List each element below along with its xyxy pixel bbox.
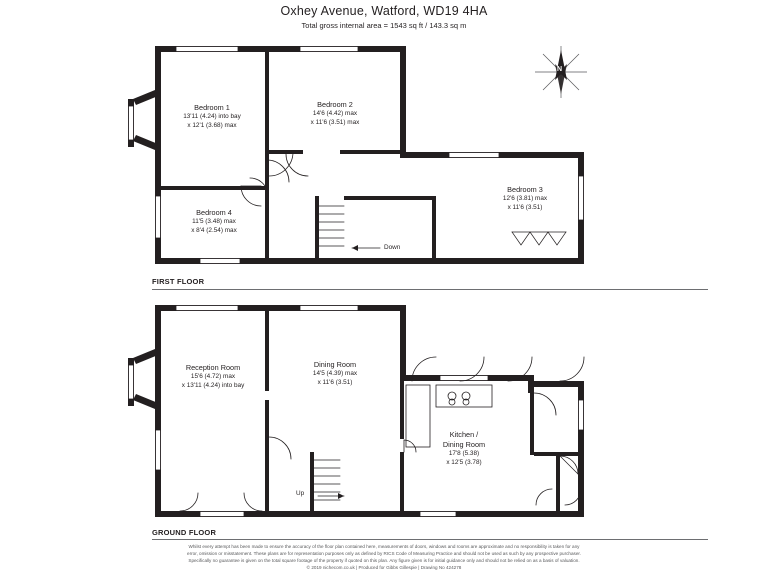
floor-divider-first	[152, 289, 708, 290]
room-name-line2: Dining Room	[442, 440, 486, 450]
room-dimension-2: x 12'1 (3.68) max	[187, 121, 237, 129]
room-name: Kitchen /	[449, 430, 479, 439]
first-floor-stairs	[319, 206, 380, 251]
room-bedroom-3	[468, 185, 582, 213]
room-name: Dining Room	[313, 360, 357, 369]
room-dimension-2: x 11'6 (3.51) max	[310, 118, 360, 126]
disclaimer-line-1: Whilst every attempt has been made to ensure the accuracy of the floor plan contained here, measurements of doors, windows and rooms are approximate and no responsibility is taken for any	[188, 544, 580, 549]
room-dimension-2: x 8'4 (2.54) max	[191, 226, 237, 234]
disclaimer-line-2: error, omission or misstatement. These plans are for representation purposes only as defined by RICS Code of Measuring Practice and should not be used as such by any prospective purchaser.	[187, 551, 581, 557]
wardrobe-bedroom3	[512, 232, 566, 245]
stair-direction-up: Up	[296, 490, 305, 497]
room-name: Bedroom 3	[507, 185, 543, 194]
room-dimension-2: x 12'5 (3.78)	[446, 458, 482, 466]
room-dining	[280, 360, 390, 388]
room-dimension-2: x 13'11 (4.24) into bay	[181, 381, 245, 389]
room-bedroom-1	[150, 103, 274, 131]
disclaimer-line-4: © 2019 nichecom.co.uk | Produced for Gibbs Gillespie | Drawing No 424278	[306, 565, 462, 571]
room-dimension-1: 13'11 (4.24) into bay	[183, 113, 241, 121]
ground-floor-windows	[129, 306, 584, 517]
disclaimer	[60, 543, 708, 571]
compass-label: N	[557, 66, 563, 73]
room-reception	[145, 363, 281, 391]
room-dimension-1: 12'6 (3.81) max	[502, 195, 548, 203]
room-dimension-1: 17'8 (5.38)	[448, 450, 480, 458]
room-name: Bedroom 1	[194, 103, 230, 112]
room-name: Bedroom 2	[317, 100, 353, 109]
room-bedroom-2	[278, 100, 392, 128]
room-name: Bedroom 4	[196, 208, 232, 217]
room-bedroom-4	[156, 208, 272, 236]
room-dimension-2: x 11'6 (3.51)	[317, 378, 353, 386]
floor-caption-first: FIRST FLOOR	[152, 277, 205, 286]
room-kitchen-dining	[408, 430, 520, 468]
room-name: Reception Room	[185, 363, 241, 372]
first-floor-doors	[241, 152, 308, 206]
floor-caption-ground: GROUND FLOOR	[152, 528, 217, 537]
disclaimer-line-3: Specifically no guarantee is given on the total square footage of the property if quoted on this plan. Any figure given is for initial guidance only and should not be relied on as a basis of valuation.	[188, 558, 580, 564]
room-dimension-1: 14'6 (4.42) max	[312, 110, 358, 118]
room-dimension-1: 15'6 (4.72) max	[190, 373, 236, 381]
floor-divider-ground	[152, 539, 708, 540]
ground-floor-stairs	[314, 460, 344, 500]
page-title: Oxhey Avenue, Watford, WD19 4HA	[280, 4, 488, 18]
page-subtitle: Total gross internal area = 1543 sq ft / 143.3 sq m	[301, 21, 467, 30]
room-dimension-1: 14'5 (4.39) max	[312, 370, 358, 378]
room-dimension-2: x 11'6 (3.51)	[507, 203, 543, 211]
room-dimension-1: 11'5 (3.48) max	[192, 218, 236, 226]
ground-floor-walls	[128, 305, 584, 517]
stair-direction-down: Down	[384, 244, 401, 251]
